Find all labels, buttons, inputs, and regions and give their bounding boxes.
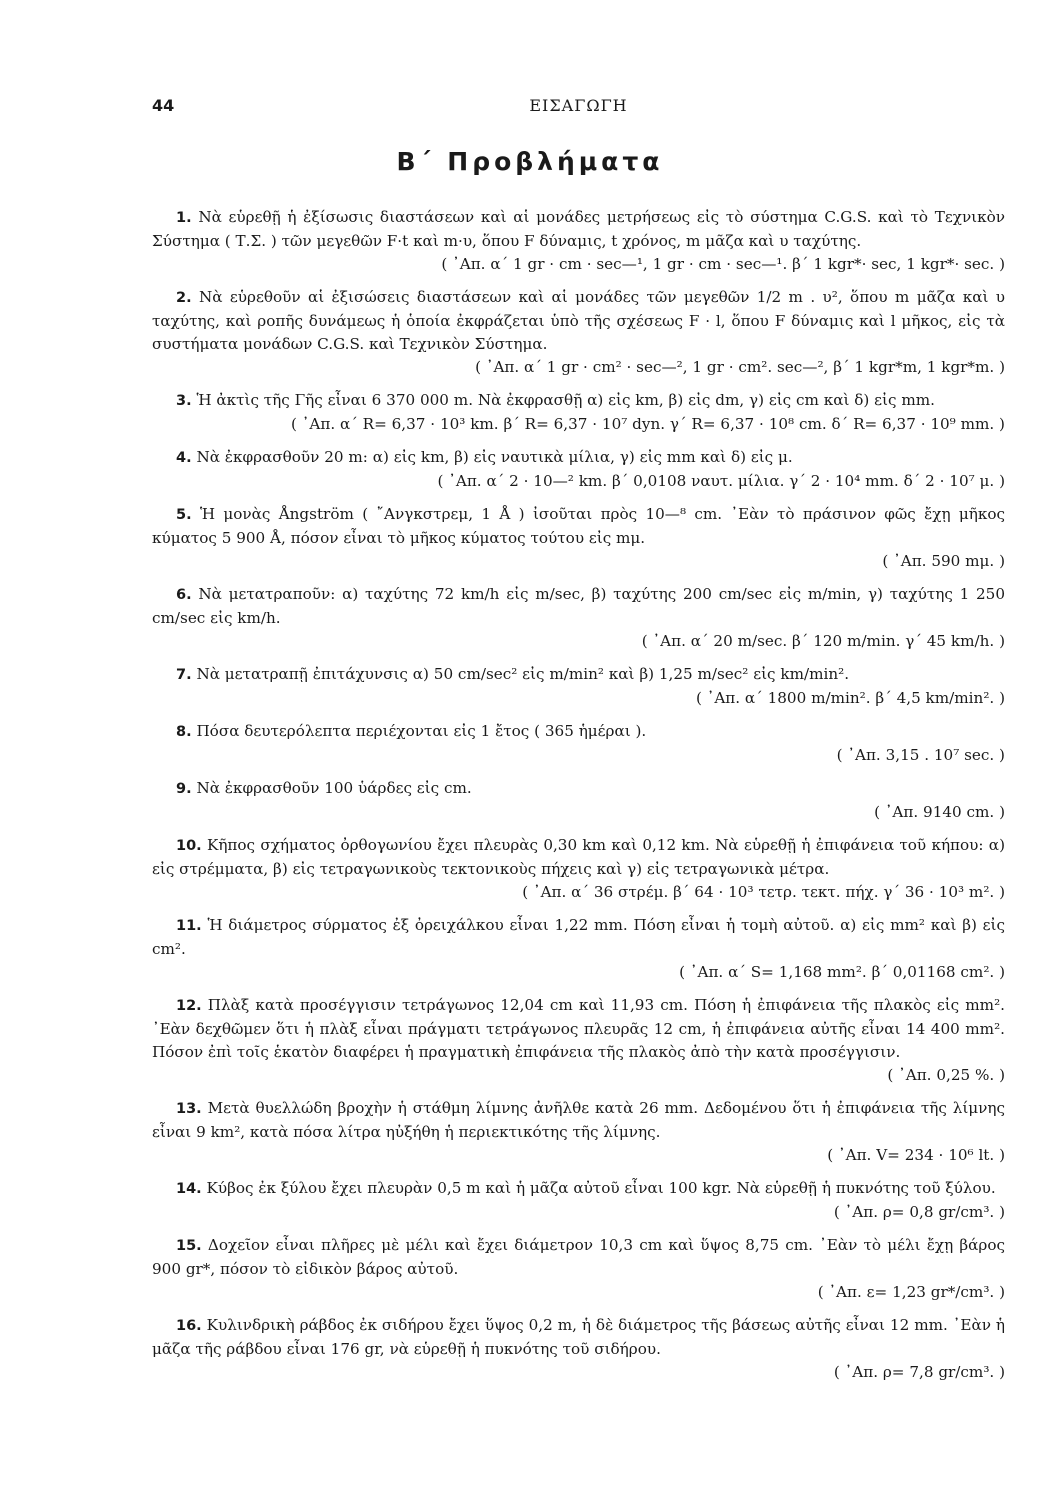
problem-text: Πόσα δευτερόλεπτα περιέχονται εἰς 1 ἔτος ( 365 ἡμέραι ). (196, 722, 647, 740)
problem-text: Νὰ μετατραποῦν: α) ταχύτης 72 km/h εἰς m/sec, β) ταχύτης 200 cm/sec εἰς m/min, γ) ταχύτης 1 250 cm/sec εἰς km/h. (152, 585, 1005, 627)
problem-text: Κυλινδρικὴ ράβδος ἐκ σιδήρου ἔχει ὕψος 0,2 m, ἡ δὲ διάμετρος τῆς βάσεως αὐτῆς εἶναι 12 mm. ᾽Εὰν ἡ μᾶζα τῆς ράβδου εἶναι 176 gr, νὰ εὑρεθῇ ἡ πυκνότης τοῦ σιδήρου. (152, 1316, 1005, 1358)
problem-text: Πλὰξ κατὰ προσέγγισιν τετράγωνος 12,04 cm καὶ 11,93 cm. Πόση ἡ ἐπιφάνεια τῆς πλακὸς εἰς mm². ᾽Εὰν δεχθῶμεν ὅτι ἡ πλὰξ εἶναι πράγματι τετράγωνος πλευρᾶς 12 cm, ἡ ἐπιφάνεια αὐτῆς εἶναι 14 400 mm². Πόσον ἐπὶ τοῖς ἑκατὸν διαφέρει ἡ πραγματικὴ ἐπιφάνεια τῆς πλακὸς ἀπὸ τὴν κατὰ προσέγγισιν. (152, 996, 1005, 1061)
problem-number: 14. (176, 1181, 202, 1197)
page-number: 44 (152, 96, 175, 115)
section-title: Β΄ Προβλήματα (396, 147, 664, 176)
problem-text: Νὰ εὑρεθῇ ἡ ἐξίσωσις διαστάσεων καὶ αἱ μονάδες μετρήσεως εἰς τὸ σύστημα C.G.S. καὶ τὸ Τεχνικὸν Σύστημα ( Τ.Σ. ) τῶν μεγεθῶν F·t καὶ m·υ, ὅπου F δύναμις, t χρόνος, m μᾶζα καὶ υ ταχύτης. (152, 208, 1006, 250)
problem-number: 7. (176, 667, 192, 683)
problem-text: Νὰ εὑρεθοῦν αἱ ἐξισώσεις διαστάσεων καὶ αἱ μονάδες τῶν μεγεθῶν 1/2 m . υ², ὅπου m μᾶζα καὶ υ ταχύτης, καὶ ροπῆς δυνάμεως ἡ ὁποία ἐκφράζεται ὑπὸ τῆς σχέσεως F · l, ὅπου F δύναμις καὶ l μῆκος, εἰς τὰ συστήματα μονάδων C.G.S. καὶ Τεχνικὸν Σύστημα. (152, 288, 1006, 353)
problem-answer: ( ᾽Απ. V= 234 · 10⁶ lt. ) (827, 1146, 1005, 1164)
problem-list (152, 206, 1006, 1394)
problem-item (152, 663, 1005, 710)
problem-text: Κῆπος σχήματος ὀρθογωνίου ἔχει πλευρὰς 0,30 km καὶ 0,12 km. Νὰ εὑρεθῇ ἡ ἐπιφάνεια τοῦ κήπου: α) εἰς στρέμματα, β) εἰς τετραγωνικοὺς τεκτονικοὺς πήχεις καὶ γ) εἰς τετραγωνικὰ μέτρα. (152, 836, 1005, 878)
problem-text: Ἡ ἀκτὶς τῆς Γῆς εἶναι 6 370 000 m. Νὰ ἐκφρασθῇ α) εἰς km, β) εἰς dm, γ) εἰς cm καὶ δ) εἰς mm. (196, 391, 935, 409)
problem-number: 15. (176, 1238, 202, 1254)
problem-number: 11. (176, 918, 202, 934)
problem-text: Ἡ διάμετρος σύρματος ἐξ ὀρειχάλκου εἶναι 1,22 mm. Πόση εἶναι ἡ τομὴ αὐτοῦ. α) εἰς mm² καὶ β) εἰς cm². (152, 916, 1006, 958)
problem-item (152, 583, 1005, 653)
problem-answer: ( ᾽Απ. 0,25 %. ) (887, 1066, 1005, 1084)
problem-answer: ( ᾽Απ. α΄ R= 6,37 · 10³ km. β΄ R= 6,37 · 10⁷ dyn. γ΄ R= 6,37 · 10⁸ cm. δ΄ R= 6,37 · 10⁹ mm. ) (291, 415, 1005, 433)
problem-answer: ( ᾽Απ. 3,15 . 10⁷ sec. ) (836, 746, 1005, 764)
problem-answer: ( ᾽Απ. ε= 1,23 gr*/cm³. ) (817, 1283, 1005, 1301)
problem-number: 10. (176, 838, 202, 854)
problem-number: 16. (176, 1318, 202, 1334)
problem-item (152, 503, 1005, 573)
problem-item (152, 1177, 1005, 1224)
problem-text: Νὰ ἐκφρασθοῦν 100 ὑάρδες εἰς cm. (196, 779, 472, 797)
problem-item (152, 286, 1005, 379)
problem-answer: ( ᾽Απ. ρ= 7,8 gr/cm³. ) (833, 1363, 1005, 1381)
problem-number: 3. (176, 393, 192, 409)
problem-text: Δοχεῖον εἶναι πλῆρες μὲ μέλι καὶ ἔχει διάμετρον 10,3 cm καὶ ὕψος 8,75 cm. ᾽Εὰν τὸ μέλι ἔχῃ βάρος 900 gr*, πόσον τὸ εἰδικὸν βάρος αὐτοῦ. (152, 1236, 1006, 1278)
problem-item (152, 1314, 1005, 1384)
page-header (152, 96, 1005, 120)
problem-number: 4. (176, 450, 192, 466)
problem-item (152, 994, 1005, 1087)
problem-text: Μετὰ θυελλώδη βροχὴν ἡ στάθμη λίμνης ἀνῆλθε κατὰ 26 mm. Δεδομένου ὅτι ἡ ἐπιφάνεια τῆς λίμνης εἶναι 9 km², κατὰ πόσα λίτρα ηὐξήθη ἡ περιεκτικότης τῆς λίμνης. (152, 1099, 1005, 1141)
problem-answer: ( ᾽Απ. 9140 cm. ) (874, 803, 1005, 821)
problem-number: 12. (176, 998, 202, 1014)
problem-item (152, 777, 1005, 824)
problem-text: Νὰ ἐκφρασθοῦν 20 m: α) εἰς km, β) εἰς ναυτικὰ μίλια, γ) εἰς mm καὶ δ) εἰς μ. (196, 448, 793, 466)
problem-answer: ( ᾽Απ. α΄ 1 gr · cm · sec—¹, 1 gr · cm · sec—¹. β΄ 1 kgr*· sec, 1 kgr*· sec. ) (441, 255, 1005, 273)
problem-number: 13. (176, 1101, 202, 1117)
problem-number: 9. (176, 781, 192, 797)
problem-item (152, 1097, 1005, 1167)
problem-text: Ἡ μονὰς Ångström ( ῎Ανγκστρεμ, 1 Å ) ἰσοῦται πρὸς 10—⁸ cm. ᾽Εὰν τὸ πράσινον φῶς ἔχῃ μῆκος κύματος 5 900 Å, πόσον εἶναι τὸ μῆκος κύματος τούτου εἰς mμ. (152, 505, 1006, 547)
problem-item (152, 1234, 1005, 1304)
problem-item (152, 834, 1005, 904)
problem-item (152, 389, 1005, 436)
problem-answer: ( ᾽Απ. ρ= 0,8 gr/cm³. ) (833, 1203, 1005, 1221)
problem-number: 1. (176, 210, 192, 226)
problem-item (152, 720, 1005, 767)
problem-number: 8. (176, 724, 192, 740)
problem-answer: ( ᾽Απ. α΄ 2 · 10—² km. β΄ 0,0108 ναυτ. μίλια. γ΄ 2 · 10⁴ mm. δ΄ 2 · 10⁷ μ. ) (437, 472, 1005, 490)
running-head: ΕΙΣΑΓΩΓΗ (529, 96, 628, 115)
problem-item (152, 206, 1005, 276)
problem-text: Κύβος ἐκ ξύλου ἔχει πλευρὰν 0,5 m καὶ ἡ μᾶζα αὐτοῦ εἶναι 100 kgr. Νὰ εὑρεθῇ ἡ πυκνότης τοῦ ξύλου. (206, 1179, 996, 1197)
problem-answer: ( ᾽Απ. α΄ S= 1,168 mm². β΄ 0,01168 cm². ) (679, 963, 1005, 981)
problem-answer: ( ᾽Απ. α΄ 20 m/sec. β΄ 120 m/min. γ΄ 45 km/h. ) (641, 632, 1005, 650)
problem-answer: ( ᾽Απ. 590 mμ. ) (882, 552, 1005, 570)
problem-item (152, 446, 1005, 493)
problem-answer: ( ᾽Απ. α΄ 1 gr · cm² · sec—², 1 gr · cm². sec—², β΄ 1 kgr*m, 1 kgr*m. ) (475, 358, 1005, 376)
problem-number: 5. (176, 507, 192, 523)
problem-item (152, 914, 1005, 984)
problem-answer: ( ᾽Απ. α΄ 1800 m/min². β΄ 4,5 km/min². ) (695, 689, 1005, 707)
problem-answer: ( ᾽Απ. α΄ 36 στρέμ. β΄ 64 · 10³ τετρ. τεκτ. πήχ. γ΄ 36 · 10³ m². ) (522, 883, 1005, 901)
problem-number: 6. (176, 587, 192, 603)
problem-number: 2. (176, 290, 192, 306)
problem-text: Νὰ μετατραπῇ ἐπιτάχυνσις α) 50 cm/sec² εἰς m/min² καὶ β) 1,25 m/sec² εἰς km/min². (196, 665, 850, 683)
